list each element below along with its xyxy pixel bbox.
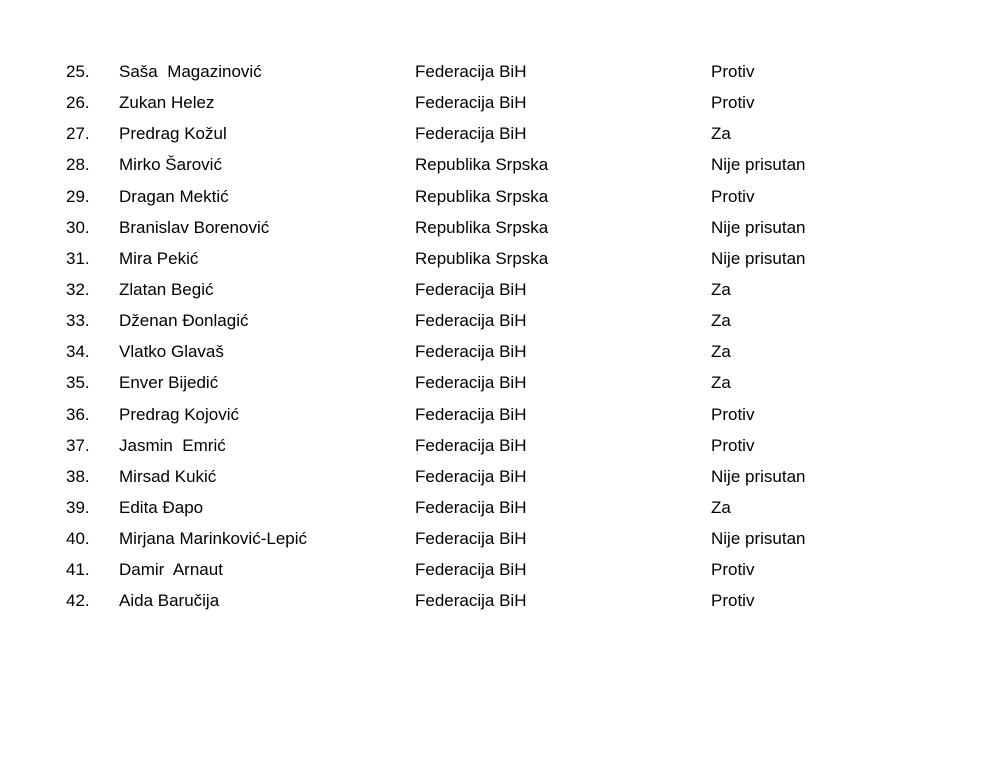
entity-name: Federacija BiH: [415, 404, 527, 424]
list-item: [0, 118, 995, 149]
row-number: 26.: [66, 93, 90, 113]
entity-name: Federacija BiH: [415, 373, 527, 393]
member-name: Zukan Helez: [119, 93, 215, 113]
list-item: [0, 87, 995, 118]
list-item: [0, 523, 995, 554]
entity-name: Federacija BiH: [415, 279, 527, 299]
vote-result: Za: [711, 497, 731, 517]
vote-result: Protiv: [711, 62, 755, 81]
row-number: 27.: [66, 124, 90, 144]
row-number: 37.: [66, 435, 90, 455]
row-number: 30.: [66, 217, 90, 237]
row-number: 33.: [66, 311, 90, 331]
list-item: [0, 305, 995, 336]
list-item: [0, 181, 995, 212]
member-name: Jasmin Emrić: [119, 435, 226, 455]
entity-name: Republika Srpska: [415, 217, 549, 237]
list-item: [0, 461, 995, 492]
entity-name: Federacija BiH: [415, 435, 527, 455]
vote-result: Protiv: [711, 435, 755, 455]
member-name: Vlatko Glavaš: [119, 342, 224, 362]
list-item: [0, 367, 995, 398]
member-name: Damir Arnaut: [119, 560, 223, 580]
entity-name: Federacija BiH: [415, 560, 527, 580]
list-item: [0, 56, 995, 87]
vote-result: Nije prisutan: [711, 248, 806, 268]
vote-result: Za: [711, 373, 731, 393]
list-item: [0, 336, 995, 367]
member-name: Mira Pekić: [119, 248, 199, 268]
voting-list: [0, 56, 995, 617]
member-name: Mirsad Kukić: [119, 466, 217, 486]
vote-result: Za: [711, 342, 731, 362]
vote-result: Protiv: [711, 560, 755, 580]
row-number: 28.: [66, 155, 90, 175]
row-number: 35.: [66, 373, 90, 393]
vote-result: Nije prisutan: [711, 529, 806, 549]
entity-name: Republika Srpska: [415, 248, 549, 268]
row-number: 38.: [66, 466, 90, 486]
member-name: Predrag Kožul: [119, 124, 227, 144]
member-name: Mirjana Marinković-Lepić: [119, 529, 308, 549]
row-number: 25.: [66, 62, 90, 81]
vote-result: Protiv: [711, 186, 755, 206]
row-number: 36.: [66, 404, 90, 424]
member-name: Enver Bijedić: [119, 373, 219, 393]
member-name: Predrag Kojović: [119, 404, 240, 424]
list-item: [0, 399, 995, 430]
row-number: 29.: [66, 186, 90, 206]
list-item: [0, 585, 995, 616]
vote-result: Protiv: [711, 404, 755, 424]
list-item: [0, 243, 995, 274]
entity-name: Republika Srpska: [415, 186, 549, 206]
row-number: 40.: [66, 529, 90, 549]
member-name: Dženan Đonlagić: [119, 311, 249, 331]
vote-result: Za: [711, 124, 731, 144]
entity-name: Federacija BiH: [415, 311, 527, 331]
list-item: [0, 274, 995, 305]
member-name: Zlatan Begić: [119, 279, 214, 299]
list-item: [0, 554, 995, 585]
vote-result: Protiv: [711, 93, 755, 113]
member-name: Mirko Šarović: [119, 155, 222, 175]
row-number: 31.: [66, 248, 90, 268]
member-name: Branislav Borenović: [119, 217, 270, 237]
list-item: [0, 212, 995, 243]
row-number: 39.: [66, 497, 90, 517]
entity-name: Federacija BiH: [415, 497, 527, 517]
entity-name: Federacija BiH: [415, 466, 527, 486]
entity-name: Federacija BiH: [415, 591, 527, 611]
vote-result: Nije prisutan: [711, 217, 806, 237]
entity-name: Federacija BiH: [415, 62, 527, 81]
member-name: Saša Magazinović: [119, 62, 262, 81]
row-number: 42.: [66, 591, 90, 611]
list-item: [0, 492, 995, 523]
list-item: [0, 149, 995, 180]
row-number: 32.: [66, 279, 90, 299]
entity-name: Federacija BiH: [415, 93, 527, 113]
entity-name: Republika Srpska: [415, 155, 549, 175]
vote-result: Za: [711, 279, 731, 299]
vote-result: Protiv: [711, 591, 755, 611]
entity-name: Federacija BiH: [415, 124, 527, 144]
list-item: [0, 430, 995, 461]
row-number: 41.: [66, 560, 90, 580]
entity-name: Federacija BiH: [415, 342, 527, 362]
member-name: Edita Đapo: [119, 497, 204, 517]
row-number: 34.: [66, 342, 90, 362]
vote-result: Za: [711, 311, 731, 331]
vote-result: Nije prisutan: [711, 155, 806, 175]
entity-name: Federacija BiH: [415, 529, 527, 549]
member-name: Dragan Mektić: [119, 186, 229, 206]
member-name: Aida Baručija: [119, 591, 220, 611]
vote-result: Nije prisutan: [711, 466, 806, 486]
